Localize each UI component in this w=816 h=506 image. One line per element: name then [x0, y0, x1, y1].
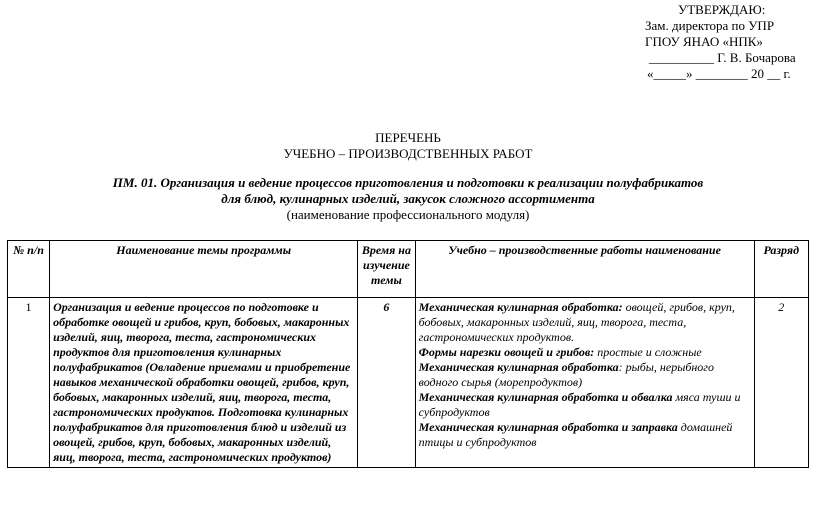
header-time: Время на изучение темы — [358, 241, 416, 298]
work-item-text: домашней птицы и субпродуктов — [418, 420, 733, 449]
table-row — [8, 298, 809, 468]
approval-organization: ГПОУ ЯНАО «НПК» — [645, 34, 763, 49]
header-topic: Наименование темы программы — [50, 241, 358, 298]
module-caption: (наименование профессионального модуля) — [286, 207, 530, 222]
row-time: 6 — [358, 298, 416, 468]
row-works — [415, 298, 754, 468]
work-item — [419, 345, 751, 360]
approval-date-line: «_____» ________ 20 __ г. — [647, 66, 791, 81]
work-item-title: Формы нарезки овощей и грибов: — [418, 345, 595, 359]
header-num: № п/п — [8, 241, 50, 298]
module-title-line1: ПМ. 01. Организация и ведение процессов приготовления и подготовки к реализации полуфабрикатов — [112, 175, 704, 190]
approval-signature-line: __________ Г. В. Бочарова — [649, 50, 796, 65]
document-subtitle: УЧЕБНО – ПРОИЗВОДСТВЕННЫХ РАБОТ — [283, 146, 533, 161]
header-works: Учебно – производственные работы наименование — [415, 241, 754, 298]
work-item-title: Механическая кулинарная обработка и обвалка — [418, 390, 673, 404]
work-item-title: Механическая кулинарная обработка — [418, 360, 619, 374]
work-item-text: : рыбы, нерыбного водного сырья (морепродуктов) — [418, 360, 714, 389]
work-item-text: овощей, грибов, круп, бобовых, макаронных изделий, яиц, творога, теста, гастрономических продуктов. — [418, 300, 735, 344]
row-grade: 2 — [754, 298, 808, 468]
work-item-title: Механическая кулинарная обработка: — [418, 300, 623, 314]
work-item-title: Механическая кулинарная обработка и заправка — [418, 420, 678, 434]
approval-block — [645, 2, 813, 82]
approval-position: Зам. директора по УПР — [645, 18, 775, 33]
approval-title: УТВЕРЖДАЮ: — [678, 2, 766, 17]
module-title-line2: для блюд, кулинарных изделий, закусок сложного ассортимента — [221, 191, 595, 206]
works-table — [7, 240, 809, 468]
header-grade: Разряд — [754, 241, 808, 298]
row-num: 1 — [8, 298, 50, 468]
work-item-text: простые и сложные — [594, 345, 702, 359]
work-item-text: мяса туши и субпродуктов — [418, 390, 741, 419]
document-title: ПЕРЕЧЕНЬ — [375, 130, 441, 145]
work-item — [419, 390, 751, 420]
work-item — [419, 300, 751, 345]
work-item — [419, 360, 751, 390]
row-topic: Организация и ведение процессов по подготовке и обработке овощей и грибов, круп, бобовых, макаронных изделий, яиц, творога, теста, гастрономических продуктов для приготовления кулинарных полуфабрикатов (Овладение приемами и приобретение навыков механической обработки овощей, грибов, круп, бобовых, макаронных изделий, яиц, творога, теста, гастрономических продуктов. Подготовка кулинарных полуфабрикатов для приготовления блюд и изделий из овощей, грибов, круп, бобовых, макаронных изделий, яиц, творога, теста, гастрономических продуктов) — [50, 298, 358, 468]
module-block — [0, 175, 816, 223]
table-header-row — [8, 241, 809, 298]
work-item — [419, 420, 751, 450]
